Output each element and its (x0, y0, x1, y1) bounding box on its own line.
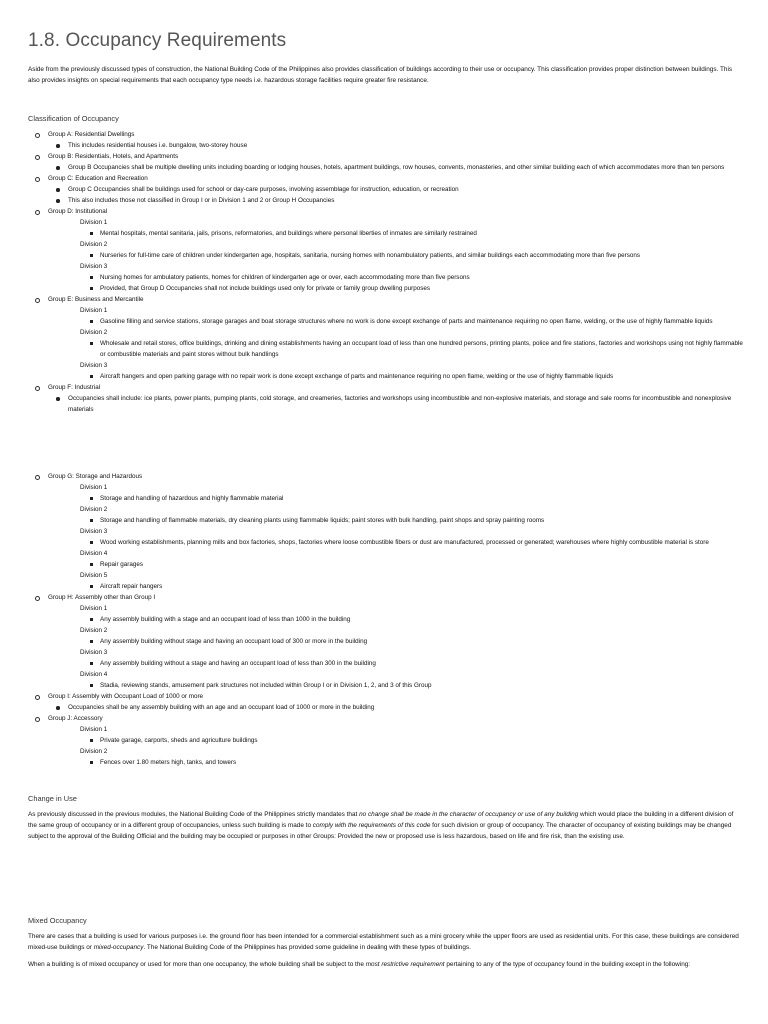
division-label: Division 1 (80, 605, 108, 612)
division-label: Division 1 (80, 484, 108, 491)
division-description-list (80, 757, 744, 768)
list-item: Group B Occupancies shall be multiple dwelling units including boarding or lodging houses, hotels, apartment buildings, row houses, convents, monasteries, and other similar building each of which accommodates more than ten persons (28, 162, 744, 173)
group-label: Group D: Institutional (48, 208, 108, 215)
division-item (28, 746, 744, 768)
group-label: Group E: Business and Mercantile (48, 296, 144, 303)
list-item: Occupancies shall include: ice plants, power plants, pumping plants, cold storage, and creameries, factories and workshops using incombustible and non-explosive materials, and storage and sale rooms for incombustible and nonexplosive materials (28, 393, 744, 415)
group-item (28, 382, 744, 415)
division-label: Division 3 (80, 649, 108, 656)
list-item: Gasoline filling and service stations, storage garages and boat storage structures where no work is done except exchange of parts and maintenance requiring no open flame, welding, or the use of highly flammable liquids (40, 316, 744, 327)
classification-heading: Classification of Occupancy (28, 114, 119, 123)
group-description-list (48, 393, 744, 415)
division-description-list (80, 614, 744, 625)
group-label: Group J: Accessory (48, 715, 103, 722)
group-item (28, 592, 744, 691)
list-item: Private garage, carports, sheds and agriculture buildings (40, 735, 744, 746)
division-list (60, 305, 744, 382)
mixed-occupancy-section (28, 916, 744, 970)
list-item: Aircraft hangers and open parking garage with no repair work is done except exchange of parts and maintenance requiring no open flame, welding or the use of highly flammable liquids (40, 371, 744, 382)
division-description-list (80, 658, 744, 669)
group-item (28, 713, 744, 768)
division-list (60, 724, 744, 768)
mixed-occupancy-paragraph-2: When a building is of mixed occupancy or used for more than one occupancy, the whole building shall be subject to the most restrictive requirement pertaining to any of the type of occupancy found in the building except in the following: (28, 961, 691, 968)
group-description-list (48, 702, 744, 713)
change-in-use-paragraph: As previously discussed in the previous modules, the National Building Code of the Philippines strictly mandates that no change shall be made in the character of occupancy or use of any building which would place the building in a different division of the same group of occupancy or in a different group of occupancies, unless such building is made to comply with the requirements of this code for such division or group of occupancy. The character of occupancy of existing buildings may be changed subject to the approval of the Building Official and the building may be occupied or purposes in other Groups: Provided the new or proposed use is less hazardous, based on life and fire risk, than the existing use. (28, 811, 734, 840)
division-label: Division 4 (80, 671, 108, 678)
list-item: Any assembly building with a stage and an occupant load of less than 1000 in the building (40, 614, 744, 625)
division-item (28, 724, 744, 746)
group-description-list (48, 184, 744, 206)
division-item (28, 669, 744, 691)
list-item: Nursing homes for ambulatory patients, homes for children of kindergarten age or over, each accommodating more than five persons (40, 272, 744, 283)
division-label: Division 1 (80, 219, 108, 226)
division-label: Division 2 (80, 329, 108, 336)
division-description-list (80, 316, 744, 327)
change-in-use-heading: Change in Use (28, 794, 77, 803)
division-label: Division 3 (80, 528, 108, 535)
group-item (28, 151, 744, 173)
division-item (28, 603, 744, 625)
list-item: Storage and handling of hazardous and highly flammable material (40, 493, 744, 504)
division-description-list (80, 493, 744, 504)
intro-paragraph: Aside from the previously discussed types of construction, the National Building Code of the Philippines also provides classification of buildings according to their use or occupancy. This classification provides proper distinction between buildings. This also provides insights on special requirements that each occupancy type needs i.e. hazardous storage facilities require greater fire resistance. (28, 66, 733, 84)
group-label: Group F: Industrial (48, 384, 101, 391)
list-item: Storage and handling of flammable materials, dry cleaning plants using flammable liquids; paint stores with bulk handling, paint shops and spray painting rooms (40, 515, 744, 526)
group-label: Group G: Storage and Hazardous (48, 473, 143, 480)
division-item (28, 360, 744, 382)
division-item (28, 217, 744, 239)
group-description-list (48, 140, 744, 151)
group-label: Group H: Assembly other than Group I (48, 594, 156, 601)
division-list (60, 217, 744, 294)
list-item: Provided, that Group D Occupancies shall not include buildings used only for private or family group dwelling purposes (40, 283, 744, 294)
division-label: Division 4 (80, 550, 108, 557)
division-description-list (80, 735, 744, 746)
list-item: Wood working establishments, planning mills and box factories, shops, factories where loose combustible fibers or dust are manufactured, processed or generated; warehouses where highly combustible material is store (40, 537, 744, 548)
change-in-use-section (28, 794, 744, 842)
list-item: Aircraft repair hangers (40, 581, 744, 592)
group-item (28, 129, 744, 151)
page-title: 1.8. Occupancy Requirements (28, 30, 287, 51)
group-item (28, 294, 744, 382)
occupancy-groups-list (28, 129, 744, 415)
division-description-list (80, 537, 744, 548)
group-label: Group C: Education and Recreation (48, 175, 148, 182)
division-label: Division 1 (80, 307, 108, 314)
division-label: Division 2 (80, 506, 108, 513)
group-label: Group A: Residential Dwellings (48, 131, 135, 138)
group-item (28, 471, 744, 592)
group-item (28, 173, 744, 206)
division-item (28, 548, 744, 570)
group-label: Group B: Residentials, Hotels, and Apartments (48, 153, 179, 160)
list-item: Any assembly building without stage and having an occupant load of 300 or more in the building (40, 636, 744, 647)
division-label: Division 3 (80, 263, 108, 270)
division-list (60, 603, 744, 691)
division-description-list (80, 371, 744, 382)
division-label: Division 5 (80, 572, 108, 579)
division-list (60, 482, 744, 592)
division-description-list (80, 636, 744, 647)
mixed-occupancy-heading: Mixed Occupancy (28, 916, 87, 925)
document-page (28, 30, 744, 970)
occupancy-groups-list-continued (28, 471, 744, 768)
division-label: Division 3 (80, 362, 108, 369)
division-label: Division 2 (80, 241, 108, 248)
division-description-list (80, 515, 744, 526)
division-item (28, 625, 744, 647)
list-item: Fences over 1.80 meters high, tanks, and towers (40, 757, 744, 768)
division-item (28, 570, 744, 592)
division-label: Division 1 (80, 726, 108, 733)
division-item (28, 239, 744, 261)
division-item (28, 526, 744, 548)
list-item: Any assembly building without a stage and having an occupant load of less than 300 in the building (40, 658, 744, 669)
list-item: Mental hospitals, mental sanitaria, jails, prisons, reformatories, and buildings where personal liberties of inmates are similarly restrained (40, 228, 744, 239)
division-item (28, 504, 744, 526)
division-description-list (80, 250, 744, 261)
list-item: Repair garages (40, 559, 744, 570)
division-item (28, 261, 744, 294)
list-item: This includes residential houses i.e. bungalow, two-storey house (28, 140, 744, 151)
list-item: Group C Occupancies shall be buildings used for school or day-care purposes, involving assemblage for instruction, education, or recreation (28, 184, 744, 195)
division-item (28, 327, 744, 360)
list-item: Occupancies shall be any assembly building with an age and an occupant load of 1000 or more in the building (28, 702, 744, 713)
list-item: Stadia, reviewing stands, amusement park structures not included within Group I or in Division 1, 2, and 3 of this Group (40, 680, 744, 691)
group-label: Group I: Assembly with Occupant Load of 1000 or more (48, 693, 204, 700)
division-label: Division 2 (80, 627, 108, 634)
division-description-list (80, 559, 744, 570)
group-description-list (48, 162, 744, 173)
list-item: Nurseries for full-time care of children under kindergarten age, hospitals, sanitaria, nursing homes with nonambulatory patients, and similar buildings each accommodating more than five persons (40, 250, 744, 261)
division-item (28, 305, 744, 327)
mixed-occupancy-paragraph-1: There are cases that a building is used for various purposes i.e. the ground floor has been intended for a commercial establishment such as a mini grocery while the upper floors are used as residential units. For this case, these buildings are considered mixed-use buildings or mixed-occupancy. The National Building Code of the Philippines has provided some guideline in dealing with these types of buildings. (28, 933, 739, 951)
group-item (28, 206, 744, 294)
division-description-list (80, 272, 744, 294)
division-item (28, 482, 744, 504)
division-description-list (80, 338, 744, 360)
list-item: This also includes those not classified in Group I or in Division 1 and 2 or Group H Occupancies (28, 195, 744, 206)
group-item (28, 691, 744, 713)
division-description-list (80, 228, 744, 239)
list-item: Wholesale and retail stores, office buildings, drinking and dining establishments having an occupant load of less than one hundred persons, printing plants, police and fire stations, factories and workshops using not highly flammable or combustible materials and paint stores without bulk handlings (40, 338, 744, 360)
division-description-list (80, 680, 744, 691)
division-description-list (80, 581, 744, 592)
division-label: Division 2 (80, 748, 108, 755)
division-item (28, 647, 744, 669)
